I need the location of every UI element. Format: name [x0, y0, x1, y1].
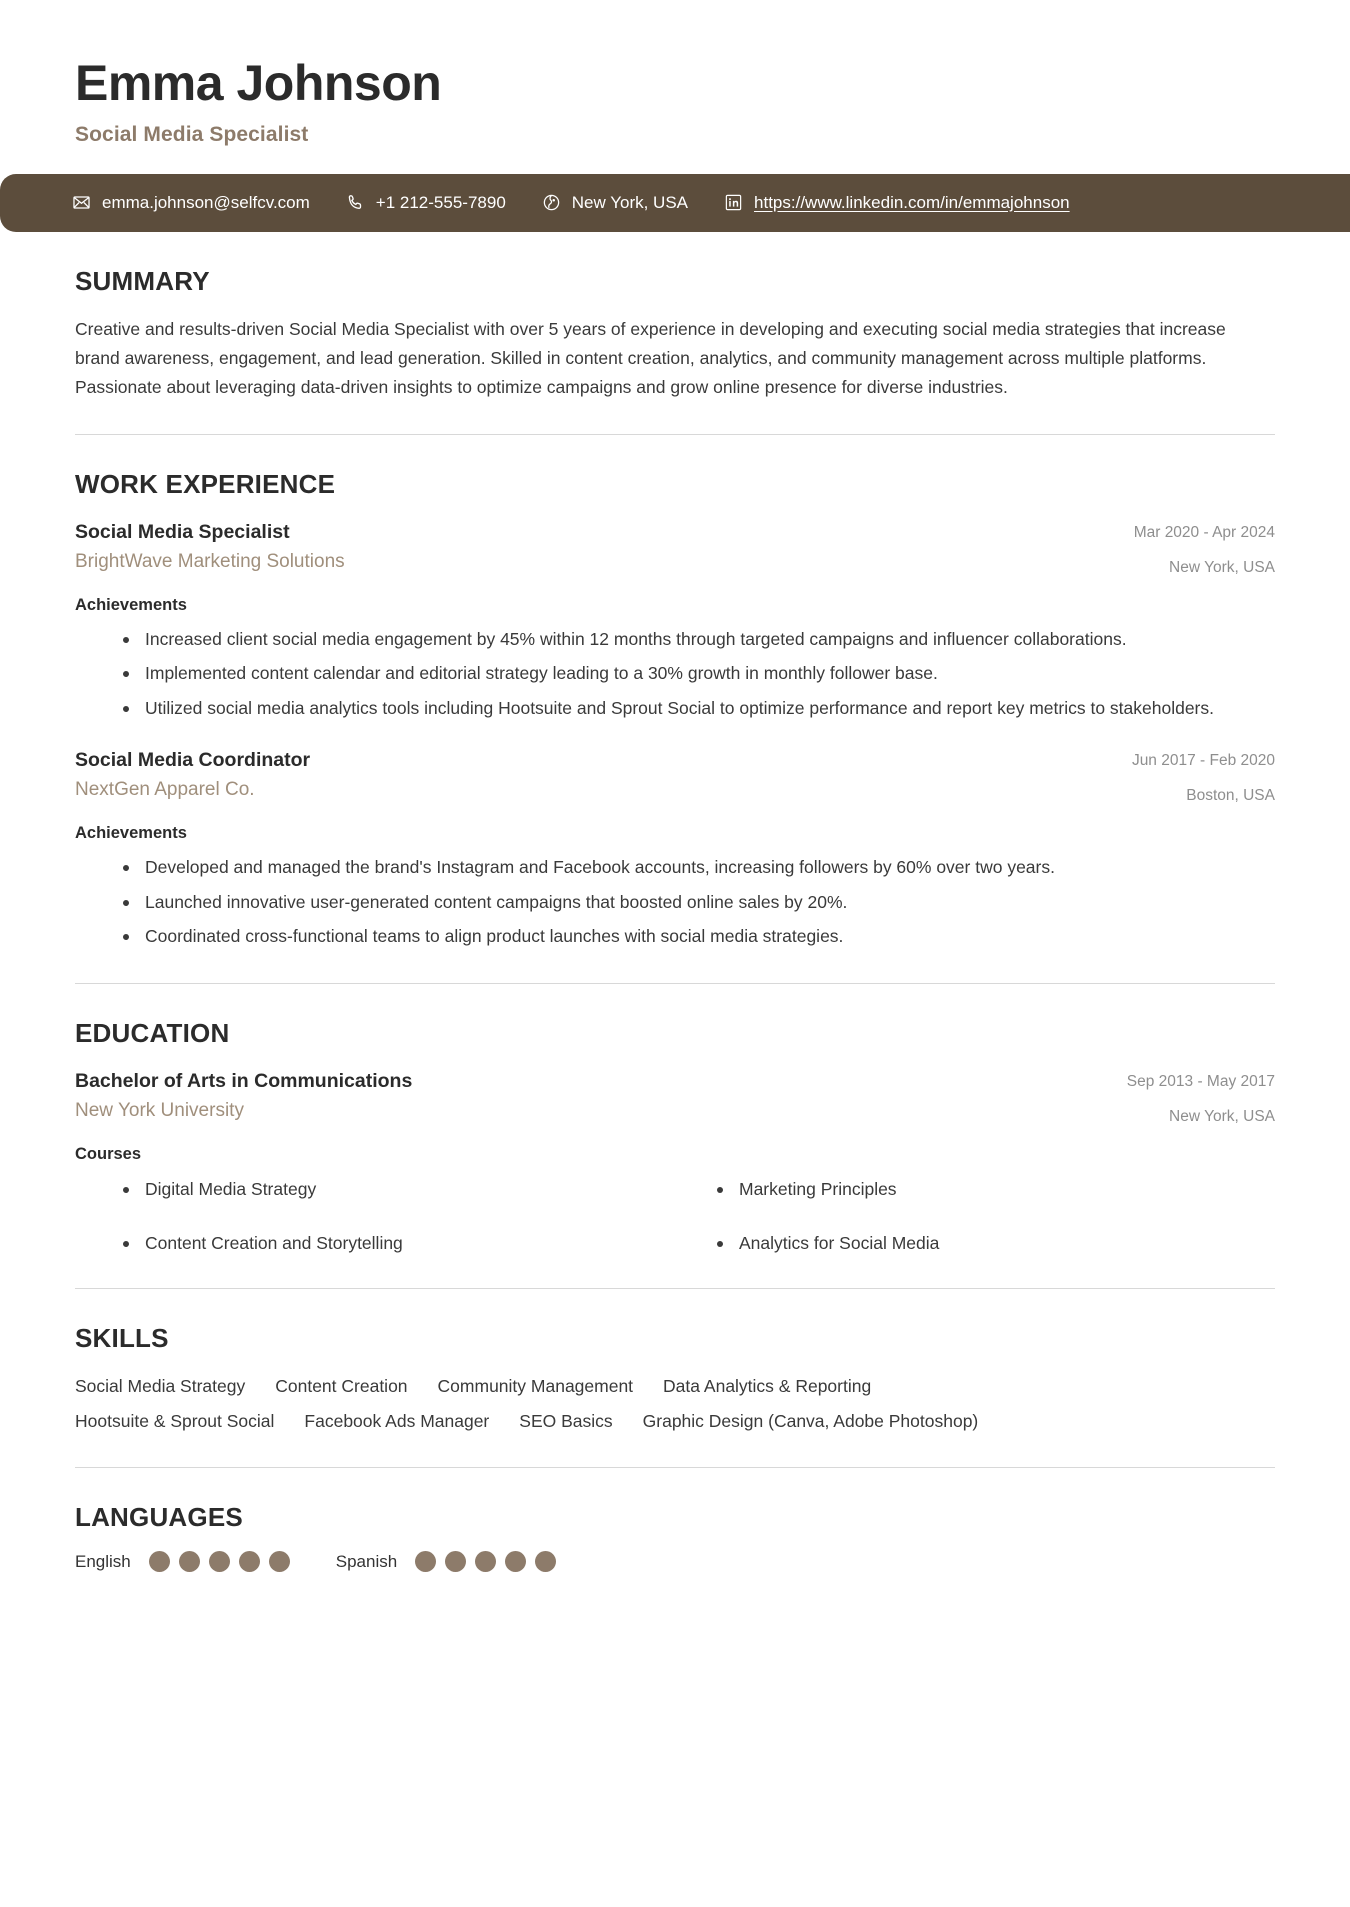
linkedin-icon: [724, 193, 743, 212]
language-item: [75, 1551, 290, 1572]
section-work-experience: [75, 434, 1275, 951]
education-entry-degree: Bachelor of Arts in Communications: [75, 1069, 413, 1092]
summary-text: Creative and results-driven Social Media Specialist with over 5 years of experience in developing and executing social media strategies that increase brand awareness, engagement, and lead generation. Skilled in content creation, analytics, and community management across multiple platforms. Passionate about leveraging data-driven insights to optimize campaigns and grow online presence for diverse industries.: [75, 318, 1226, 397]
candidate-job-title: Social Media Specialist: [75, 122, 309, 146]
work-entry-left: [75, 518, 1110, 577]
candidate-name: Emma Johnson: [75, 55, 442, 111]
section-title-languages: LANGUAGES: [75, 1502, 243, 1533]
work-entry-organization: NextGen Apparel Co.: [75, 779, 255, 801]
language-item: [336, 1551, 556, 1572]
work-entry-location: Boston, USA: [1186, 787, 1275, 805]
contact-linkedin-link[interactable]: https://www.linkedin.com/in/emmajohnson: [754, 192, 1070, 212]
language-level-dot: [445, 1551, 466, 1572]
education-entry-right: [1127, 1067, 1275, 1129]
work-entry: [75, 746, 1275, 951]
list-item: Content Creation and Storytelling: [123, 1230, 681, 1256]
contact-linkedin[interactable]: [724, 193, 1070, 213]
work-entry-role: Social Media Specialist: [75, 520, 290, 543]
list-item: Launched innovative user-generated content campaigns that boosted online sales by 20%.: [123, 888, 1275, 917]
education-entry-school: New York University: [75, 1100, 244, 1122]
envelope-icon: [72, 193, 91, 212]
education-entry-date: Sep 2013 - May 2017: [1126, 1072, 1275, 1090]
contact-phone-text: +1 212-555-7890: [375, 192, 506, 212]
work-entry-right: [1134, 518, 1275, 580]
education-entry-location: New York, USA: [1169, 1107, 1275, 1125]
section-education: [75, 983, 1275, 1257]
language-name: English: [75, 1551, 131, 1571]
languages-list: [75, 1551, 1275, 1572]
work-entry: [75, 518, 1275, 723]
list-item: Marketing Principles: [717, 1176, 1275, 1202]
language-level-dot: [209, 1551, 230, 1572]
contact-location: [542, 193, 688, 213]
language-level-dot: [535, 1551, 556, 1572]
work-entry-head: [75, 518, 1275, 580]
contact-location-text: New York, USA: [571, 192, 689, 212]
skills-row: [75, 1372, 1275, 1401]
work-entry-sublabel: Achievements: [75, 824, 187, 843]
work-entry-role: Social Media Coordinator: [75, 749, 311, 772]
section-skills: [75, 1288, 1275, 1435]
section-summary: [75, 232, 1275, 402]
contact-email-text: emma.johnson@selfcv.com: [102, 192, 310, 212]
language-level-dot: [179, 1551, 200, 1572]
language-level-dot: [505, 1551, 526, 1572]
contact-email[interactable]: [72, 193, 310, 213]
work-entry-left: [75, 746, 1108, 805]
section-title-skills: SKILLS: [75, 1323, 169, 1354]
resume-header: [0, 0, 1350, 147]
list-item: Coordinated cross-functional teams to align product launches with social media strategies.: [123, 922, 1275, 951]
education-entry-sublabel: Courses: [75, 1144, 142, 1163]
skill-item: Graphic Design (Canva, Adobe Photoshop): [642, 1410, 979, 1431]
work-entry-date: Jun 2017 - Feb 2020: [1131, 752, 1275, 770]
skills-row: [75, 1407, 1275, 1436]
skill-item: SEO Basics: [519, 1410, 613, 1431]
language-level-dot: [415, 1551, 436, 1572]
skill-item: Data Analytics & Reporting: [663, 1376, 872, 1397]
list-item: Implemented content calendar and editorial strategy leading to a 30% growth in monthly follower base.: [123, 659, 1275, 688]
language-level-dot: [475, 1551, 496, 1572]
education-entry: [75, 1067, 1275, 1257]
section-title-education: EDUCATION: [75, 1017, 230, 1048]
language-level-dots: [149, 1551, 290, 1572]
contact-bar: [0, 174, 1350, 232]
skills-list: [75, 1372, 1275, 1435]
education-entry-head: [75, 1067, 1275, 1129]
list-item: Utilized social media analytics tools including Hootsuite and Sprout Social to optimize performance and report key metrics to stakeholders.: [123, 694, 1275, 723]
work-entry-date: Mar 2020 - Apr 2024: [1133, 523, 1275, 541]
work-entry-right: [1132, 746, 1275, 808]
list-item: Digital Media Strategy: [123, 1176, 681, 1202]
language-level-dots: [415, 1551, 556, 1572]
list-item: Increased client social media engagement by 45% within 12 months through targeted campaigns and influencer collaborations.: [123, 625, 1275, 654]
education-entry-left: [75, 1067, 1103, 1126]
phone-icon: [346, 193, 365, 212]
globe-icon: [542, 193, 561, 212]
education-courses-grid: [75, 1176, 1275, 1257]
work-entry-location: New York, USA: [1169, 558, 1275, 576]
skill-item: Social Media Strategy: [75, 1376, 246, 1397]
skill-item: Content Creation: [275, 1376, 408, 1397]
work-entry-bullets: [75, 625, 1275, 723]
list-item: Developed and managed the brand's Instagram and Facebook accounts, increasing followers by 60% over two years.: [123, 853, 1275, 882]
skill-item: Facebook Ads Manager: [304, 1410, 490, 1431]
section-title-work-experience: WORK EXPERIENCE: [75, 468, 336, 499]
work-entry-bullets: [75, 853, 1275, 951]
language-name: Spanish: [335, 1551, 398, 1571]
skill-item: Hootsuite & Sprout Social: [75, 1410, 275, 1431]
language-level-dot: [269, 1551, 290, 1572]
section-languages: [75, 1467, 1275, 1572]
section-title-summary: SUMMARY: [75, 265, 210, 296]
language-level-dot: [239, 1551, 260, 1572]
contact-phone[interactable]: [346, 193, 506, 213]
work-entry-organization: BrightWave Marketing Solutions: [75, 550, 345, 572]
language-level-dot: [149, 1551, 170, 1572]
skill-item: Community Management: [437, 1376, 634, 1397]
work-entry-sublabel: Achievements: [75, 595, 187, 614]
work-entry-head: [75, 746, 1275, 808]
resume-content: [0, 232, 1350, 1573]
list-item: Analytics for Social Media: [717, 1230, 1275, 1256]
